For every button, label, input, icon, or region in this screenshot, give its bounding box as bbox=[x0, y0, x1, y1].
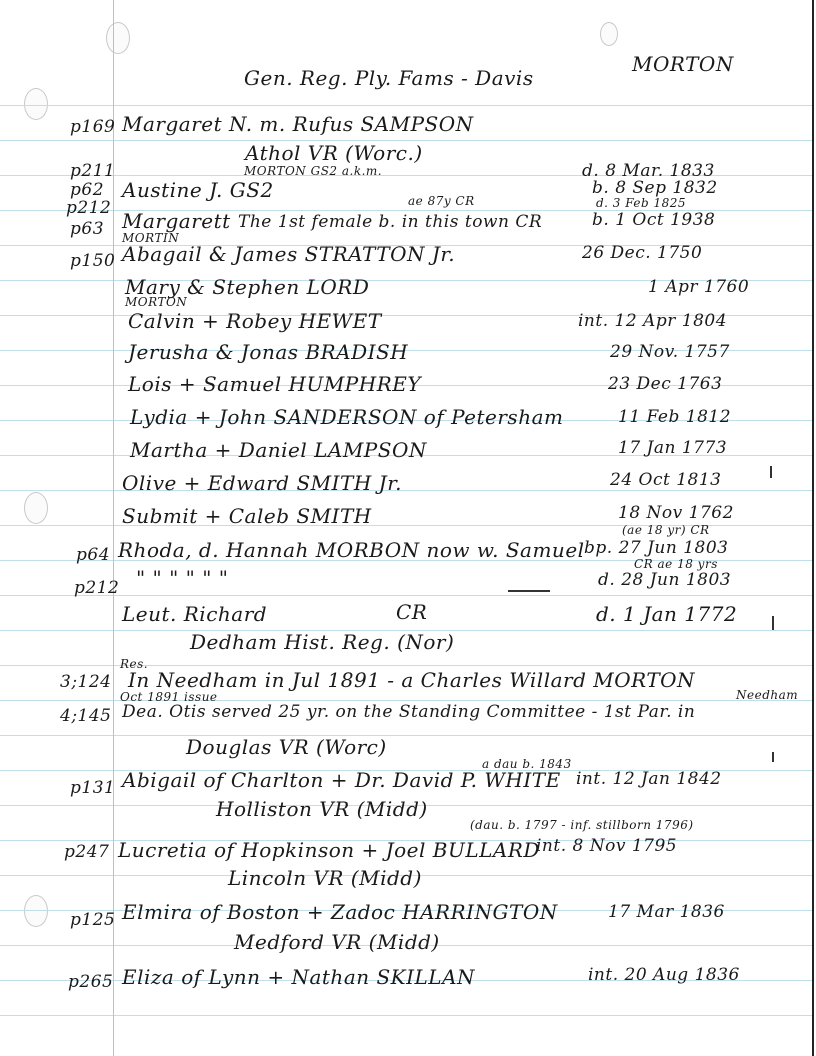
entry-date: d. 8 Mar. 1833 bbox=[582, 161, 715, 181]
entry-date: int. 12 Jan 1842 bbox=[576, 769, 722, 789]
entry-date: 26 Dec. 1750 bbox=[582, 243, 703, 263]
ink-mark bbox=[772, 752, 774, 762]
entry-date: d. 3 Feb 1825 bbox=[596, 196, 687, 210]
page-reference: p247 bbox=[64, 842, 110, 862]
page-reference: p131 bbox=[70, 778, 116, 798]
binder-hole-top-right bbox=[600, 22, 618, 46]
binder-hole-top bbox=[106, 22, 130, 54]
entry-note: The 1st female b. in this town CR bbox=[238, 212, 543, 232]
page-reference: p169 bbox=[70, 117, 116, 137]
entry-date: bp. 27 Jun 1803 bbox=[584, 538, 729, 558]
margin-note: Res. bbox=[120, 657, 149, 671]
entry-text: Dea. Otis served 25 yr. on the Standing Committee - 1st Par. in bbox=[122, 702, 696, 722]
entry-date: d. 1 Jan 1772 bbox=[596, 602, 738, 626]
page-reference: p265 bbox=[68, 972, 114, 992]
entry-text: Lois + Samuel HUMPHREY bbox=[128, 372, 422, 396]
entry-text: Lydia + John SANDERSON of Petersham bbox=[130, 405, 564, 429]
entry-text: Calvin + Robey HEWET bbox=[128, 309, 382, 333]
entry-date: d. 28 Jun 1803 bbox=[598, 570, 732, 590]
binder-hole-left-upper bbox=[24, 88, 48, 120]
page-reference: p63 bbox=[70, 219, 105, 239]
ink-mark bbox=[772, 616, 774, 630]
entry-text: Margarett bbox=[122, 209, 231, 233]
binder-hole-left-middle bbox=[24, 492, 48, 524]
record-heading: Holliston VR (Midd) bbox=[216, 797, 428, 821]
entry-date: 1 Apr 1760 bbox=[648, 277, 750, 297]
entry-text: In Needham in Jul 1891 - a Charles Willard MORTON bbox=[128, 668, 696, 692]
entry-date: int. 12 Apr 1804 bbox=[578, 311, 728, 331]
margin-note: a dau b. 1843 bbox=[482, 757, 572, 771]
page-reference: p212 bbox=[74, 578, 120, 598]
entry-text: Martha + Daniel LAMPSON bbox=[130, 438, 427, 462]
entry-text: Austine J. GS2 bbox=[122, 178, 274, 202]
page-reference: 3;124 bbox=[60, 672, 112, 692]
margin-note: MORTON GS2 a.k.m. bbox=[244, 164, 383, 178]
ruled-line bbox=[0, 595, 812, 596]
entry-note: (ae 18 yr) CR bbox=[622, 523, 710, 537]
record-heading: Dedham Hist. Reg. (Nor) bbox=[190, 630, 455, 654]
entry-date: 17 Jan 1773 bbox=[618, 438, 728, 458]
page-reference: p64 bbox=[76, 545, 111, 565]
ruled-line bbox=[0, 735, 812, 736]
entry-date: 11 Feb 1812 bbox=[618, 407, 732, 427]
page-reference: p150 bbox=[70, 251, 116, 271]
record-heading: Medford VR (Midd) bbox=[234, 930, 440, 954]
entry-date: int. 8 Nov 1795 bbox=[536, 836, 678, 856]
entry-note: CR bbox=[396, 600, 428, 624]
record-heading: Lincoln VR (Midd) bbox=[228, 866, 422, 890]
entry-text: Abigail of Charlton + Dr. David P. WHITE bbox=[122, 768, 561, 792]
entry-date: 17 Mar 1836 bbox=[608, 902, 725, 922]
entry-text: Jerusha & Jonas BRADISH bbox=[128, 340, 409, 364]
page-reference: 4;145 bbox=[60, 706, 112, 726]
page-reference: p212 bbox=[66, 198, 112, 218]
entry-date: b. 1 Oct 1938 bbox=[592, 210, 716, 230]
entry-text: Olive + Edward SMITH Jr. bbox=[122, 471, 402, 495]
margin-line bbox=[113, 0, 114, 1056]
source-heading: Gen. Reg. Ply. Fams - Davis bbox=[244, 66, 534, 90]
page-reference: p125 bbox=[70, 910, 116, 930]
margin-note: MORTON bbox=[125, 295, 188, 309]
ruled-line bbox=[0, 105, 812, 106]
entry-text: Abagail & James STRATTON Jr. bbox=[122, 242, 456, 266]
entry-text: Margaret N. m. Rufus SAMPSON bbox=[122, 112, 474, 136]
entry-date: 23 Dec 1763 bbox=[608, 374, 723, 394]
binder-hole-left-lower bbox=[24, 895, 48, 927]
entry-text: Eliza of Lynn + Nathan SKILLAN bbox=[122, 965, 476, 989]
entry-note: CR ae 18 yrs bbox=[634, 557, 718, 571]
entry-text: Lucretia of Hopkinson + Joel BULLARD bbox=[118, 838, 540, 862]
margin-note: MORTIN bbox=[122, 231, 180, 245]
dash-line bbox=[508, 590, 550, 592]
page-reference: p211 bbox=[70, 161, 116, 181]
margin-note: Needham bbox=[736, 688, 799, 702]
entry-text: Leut. Richard bbox=[122, 602, 268, 626]
entry-date: 18 Nov 1762 bbox=[618, 503, 734, 523]
entry-note: (dau. b. 1797 - inf. stillborn 1796) bbox=[470, 818, 694, 832]
page-reference: p62 bbox=[70, 180, 105, 200]
ruled-line bbox=[0, 1015, 812, 1016]
entry-date: 24 Oct 1813 bbox=[610, 470, 722, 490]
entry-date: b. 8 Sep 1832 bbox=[592, 178, 718, 198]
entry-text: Submit + Caleb SMITH bbox=[122, 504, 372, 528]
entry-text: Rhoda, d. Hannah MORBON now w. Samuel bbox=[118, 538, 585, 562]
ink-mark bbox=[770, 466, 772, 478]
entry-date: int. 20 Aug 1836 bbox=[588, 965, 740, 985]
entry-text: Mary & Stephen LORD bbox=[125, 275, 370, 299]
ditto-marks: " " " " " " bbox=[136, 566, 229, 590]
surname-heading: MORTON bbox=[632, 52, 734, 76]
entry-date: 29 Nov. 1757 bbox=[610, 342, 730, 362]
page-edge bbox=[812, 0, 814, 1056]
margin-note: ae 87y CR bbox=[408, 194, 475, 208]
record-heading: Douglas VR (Worc) bbox=[186, 735, 387, 759]
margin-note: Oct 1891 issue bbox=[120, 690, 218, 704]
entry-text: Elmira of Boston + Zadoc HARRINGTON bbox=[122, 900, 558, 924]
record-heading: Athol VR (Worc.) bbox=[245, 141, 423, 165]
